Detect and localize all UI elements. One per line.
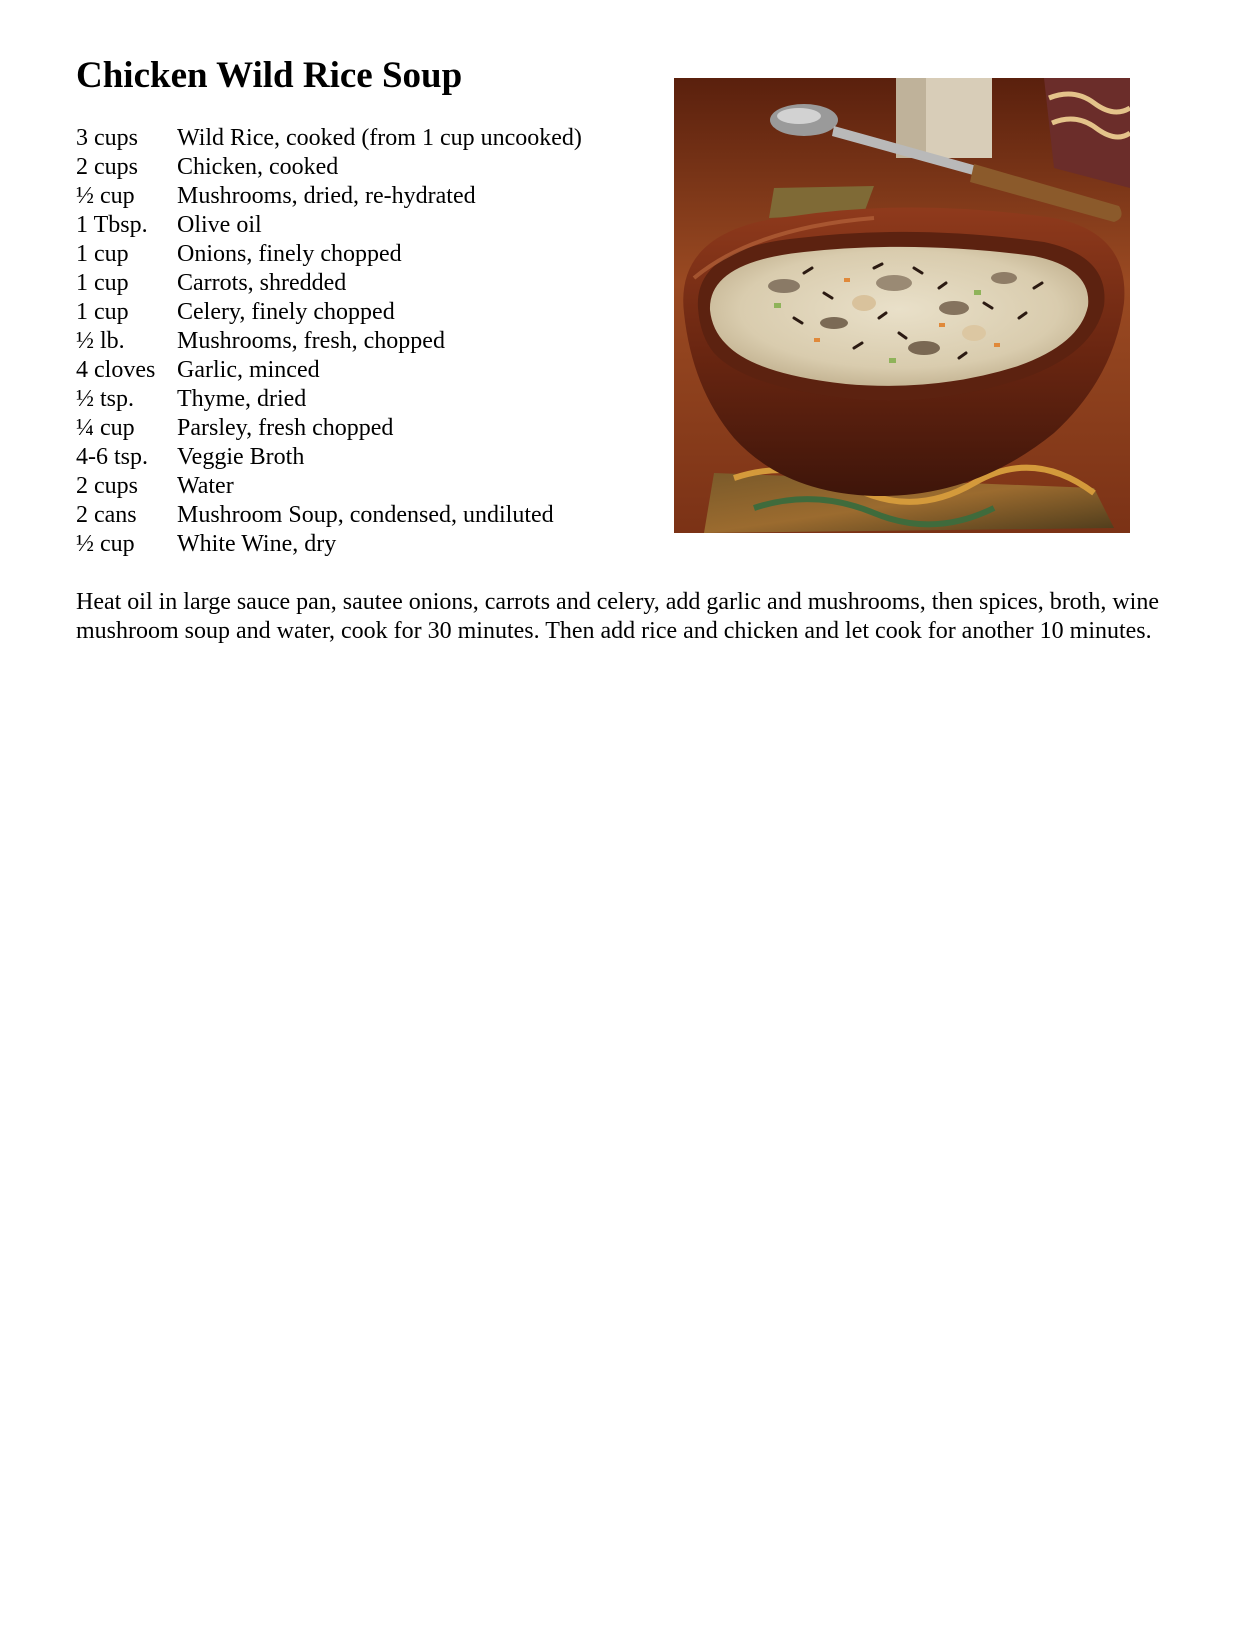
ingredient-name: Mushroom Soup, condensed, undiluted [177, 502, 554, 528]
ingredient-row [76, 472, 636, 501]
ingredient-quantity: ½ lb. [76, 328, 125, 354]
ingredient-name: Water [177, 473, 234, 499]
ingredient-row [76, 356, 636, 385]
ingredient-row [76, 327, 636, 356]
ingredient-row [76, 530, 636, 559]
ingredient-name: Garlic, minced [177, 357, 320, 383]
ingredient-quantity: 1 Tbsp. [76, 212, 148, 238]
ingredient-name: Parsley, fresh chopped [177, 415, 394, 441]
ingredient-name: Mushrooms, dried, re-hydrated [177, 183, 476, 209]
ingredient-quantity: 2 cups [76, 154, 138, 180]
ingredient-row [76, 269, 636, 298]
ingredient-quantity: 1 cup [76, 270, 129, 296]
ingredient-name: Thyme, dried [177, 386, 307, 412]
recipe-title: Chicken Wild Rice Soup [76, 55, 463, 96]
ingredient-quantity: 1 cup [76, 299, 129, 325]
ingredient-row [76, 298, 636, 327]
ingredient-quantity: 4-6 tsp. [76, 444, 148, 470]
ingredient-list [76, 124, 636, 559]
ingredient-row [76, 414, 636, 443]
ingredient-name: Chicken, cooked [177, 154, 339, 180]
ingredient-quantity: ¼ cup [76, 415, 135, 441]
ingredient-quantity: 3 cups [76, 125, 138, 151]
recipe-instructions: Heat oil in large sauce pan, sautee onions, carrots and celery, add garlic and mushrooms, then spices, broth, wine mushroom soup and water, cook for 30 minutes. Then add rice and chicken and let cook for another 10 minutes. [76, 589, 1159, 644]
ingredient-quantity: 2 cups [76, 473, 138, 499]
soup-photo [674, 78, 1130, 533]
ingredient-name: White Wine, dry [177, 531, 337, 557]
ingredient-name: Veggie Broth [177, 444, 305, 470]
ingredient-name: Onions, finely chopped [177, 241, 402, 267]
ingredient-quantity: 1 cup [76, 241, 129, 267]
ingredient-name: Olive oil [177, 212, 262, 238]
ingredient-quantity: ½ cup [76, 183, 135, 209]
ingredient-quantity: 4 cloves [76, 357, 156, 383]
ingredient-quantity: ½ cup [76, 531, 135, 557]
ingredient-row [76, 182, 636, 211]
ingredient-row [76, 385, 636, 414]
ingredient-name: Mushrooms, fresh, chopped [177, 328, 445, 354]
ingredient-name: Wild Rice, cooked (from 1 cup uncooked) [177, 125, 582, 151]
ingredient-name: Celery, finely chopped [177, 299, 395, 325]
ingredient-row [76, 501, 636, 530]
ingredient-row [76, 211, 636, 240]
ingredient-row [76, 153, 636, 182]
ingredient-row [76, 443, 636, 472]
ingredient-quantity: ½ tsp. [76, 386, 135, 412]
ingredient-row [76, 240, 636, 269]
ingredient-quantity: 2 cans [76, 502, 137, 528]
ingredient-row [76, 124, 636, 153]
ingredient-name: Carrots, shredded [177, 270, 347, 296]
